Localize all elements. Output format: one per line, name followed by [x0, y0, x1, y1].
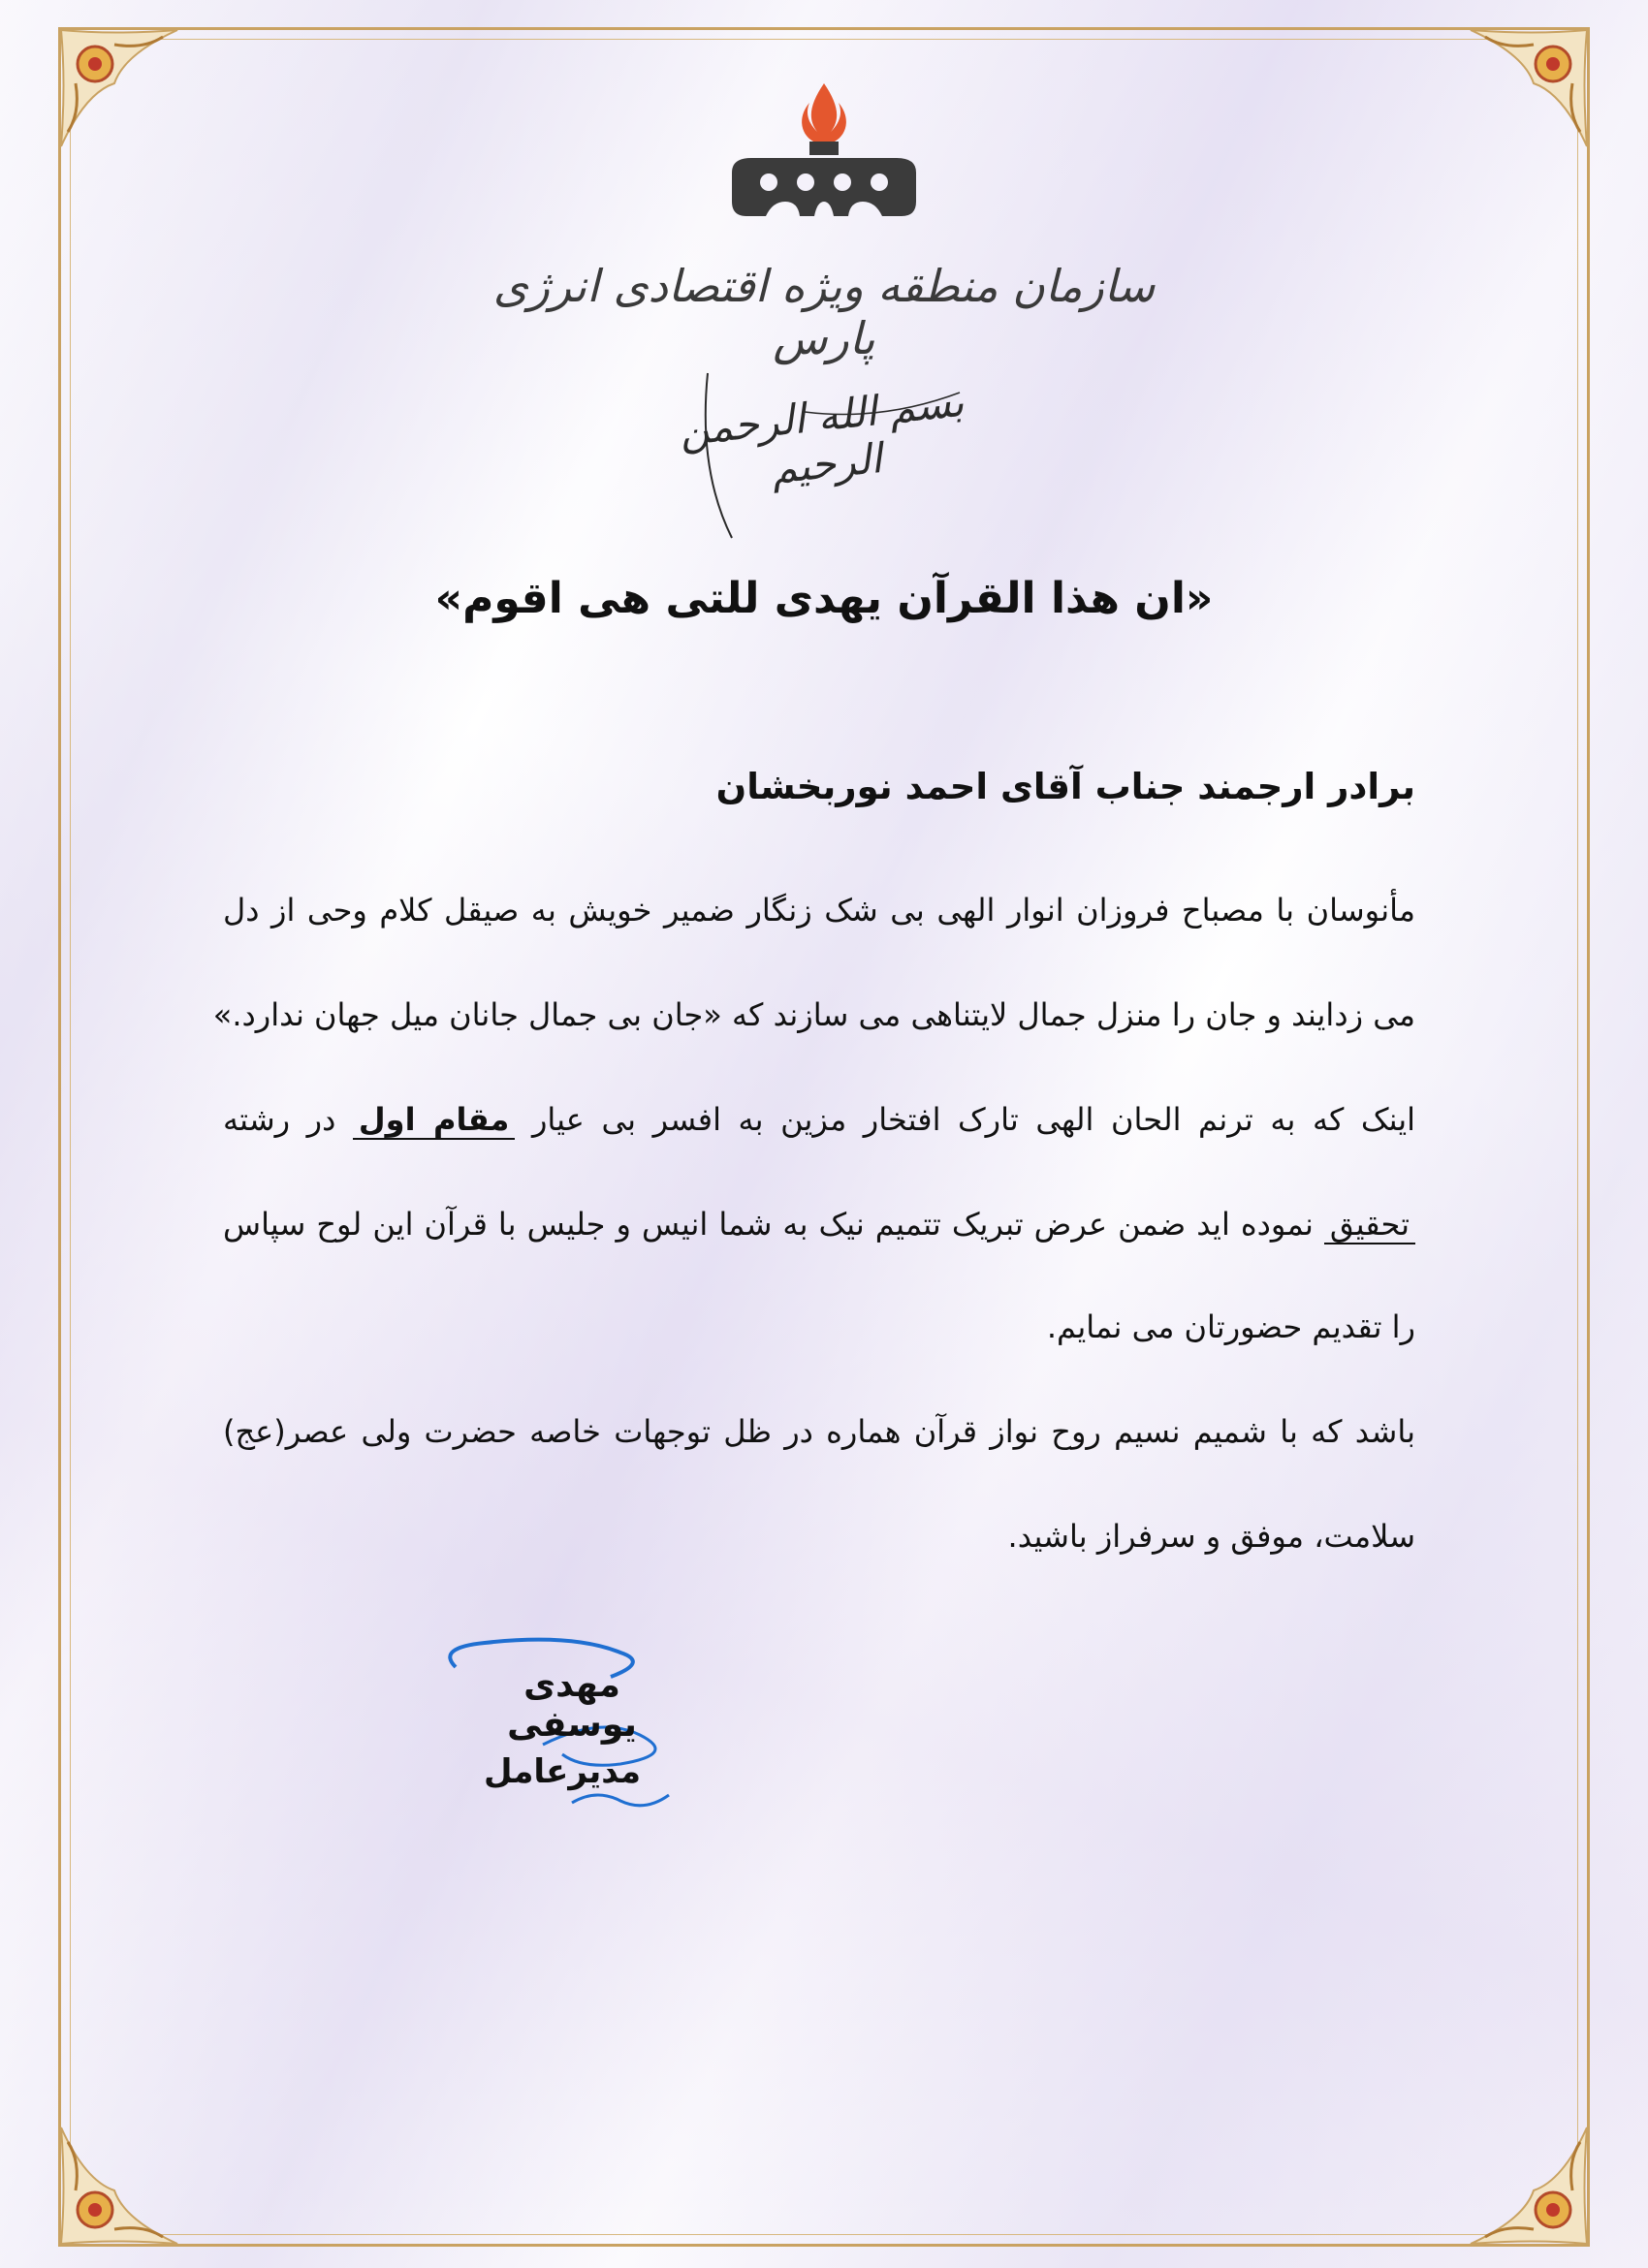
body-line-3 [223, 1101, 1415, 1138]
field-highlight: تحقیق [1324, 1206, 1415, 1244]
basmala-text: بسم الله الرحمن الرحیم [677, 377, 967, 493]
corner-ornament-bottom-left [56, 2123, 182, 2249]
signatory-name: مهدی یوسفی [507, 1665, 637, 1745]
rank-highlight: مقام اول [353, 1101, 515, 1140]
recipient-line: برادر ارجمند جناب آقای احمد نوربخشان [715, 766, 1415, 807]
body-line-2: می زدایند و جان را منزل جمال لایتناهی می سازند که «جان بی جمال جانان میل جهان ندارد.» [212, 996, 1415, 1033]
body-line-4-rest: نموده اید ضمن عرض تبریک تتمیم نیک به شما انیس و جلیس با قرآن این لوح سپاس [223, 1206, 1314, 1243]
corner-ornament-bottom-right [1466, 2123, 1592, 2249]
body-line-4 [223, 1206, 1415, 1243]
body-line-7: سلامت، موفق و سرفراز باشید. [1007, 1518, 1415, 1555]
body-line-1: مأنوسان با مصباح فروزان انوار الهی بی شک زنگار ضمیر خویش به صیقل کلام وحی از دل [223, 892, 1415, 929]
body-line-3-end: در رشته [223, 1101, 336, 1138]
body-line-3-start: اینک که به ترنم الحان الهی تارک افتخار مزین به افسر بی عیار [531, 1101, 1416, 1138]
corner-ornament-top-left [56, 25, 182, 151]
corner-ornament-top-right [1466, 25, 1592, 151]
calligraphy-stroke-icon [640, 354, 1008, 548]
body-line-5: را تقدیم حضورتان می نمایم. [1046, 1308, 1415, 1345]
organization-name: سازمان منطقه ویژه اقتصادی انرژی پارس [492, 260, 1156, 364]
basmala-calligraphy [640, 354, 1008, 548]
quran-verse: «ان هذا القرآن یهدی للتی هی اقوم» [434, 574, 1214, 623]
signatory-title: مدیرعامل [484, 1752, 641, 1791]
organization-logo-icon [713, 76, 935, 240]
body-line-6: باشد که با شمیم نسیم روح نواز قرآن هماره در ظل توجهات خاصه حضرت ولی عصر(عج) [223, 1413, 1415, 1450]
